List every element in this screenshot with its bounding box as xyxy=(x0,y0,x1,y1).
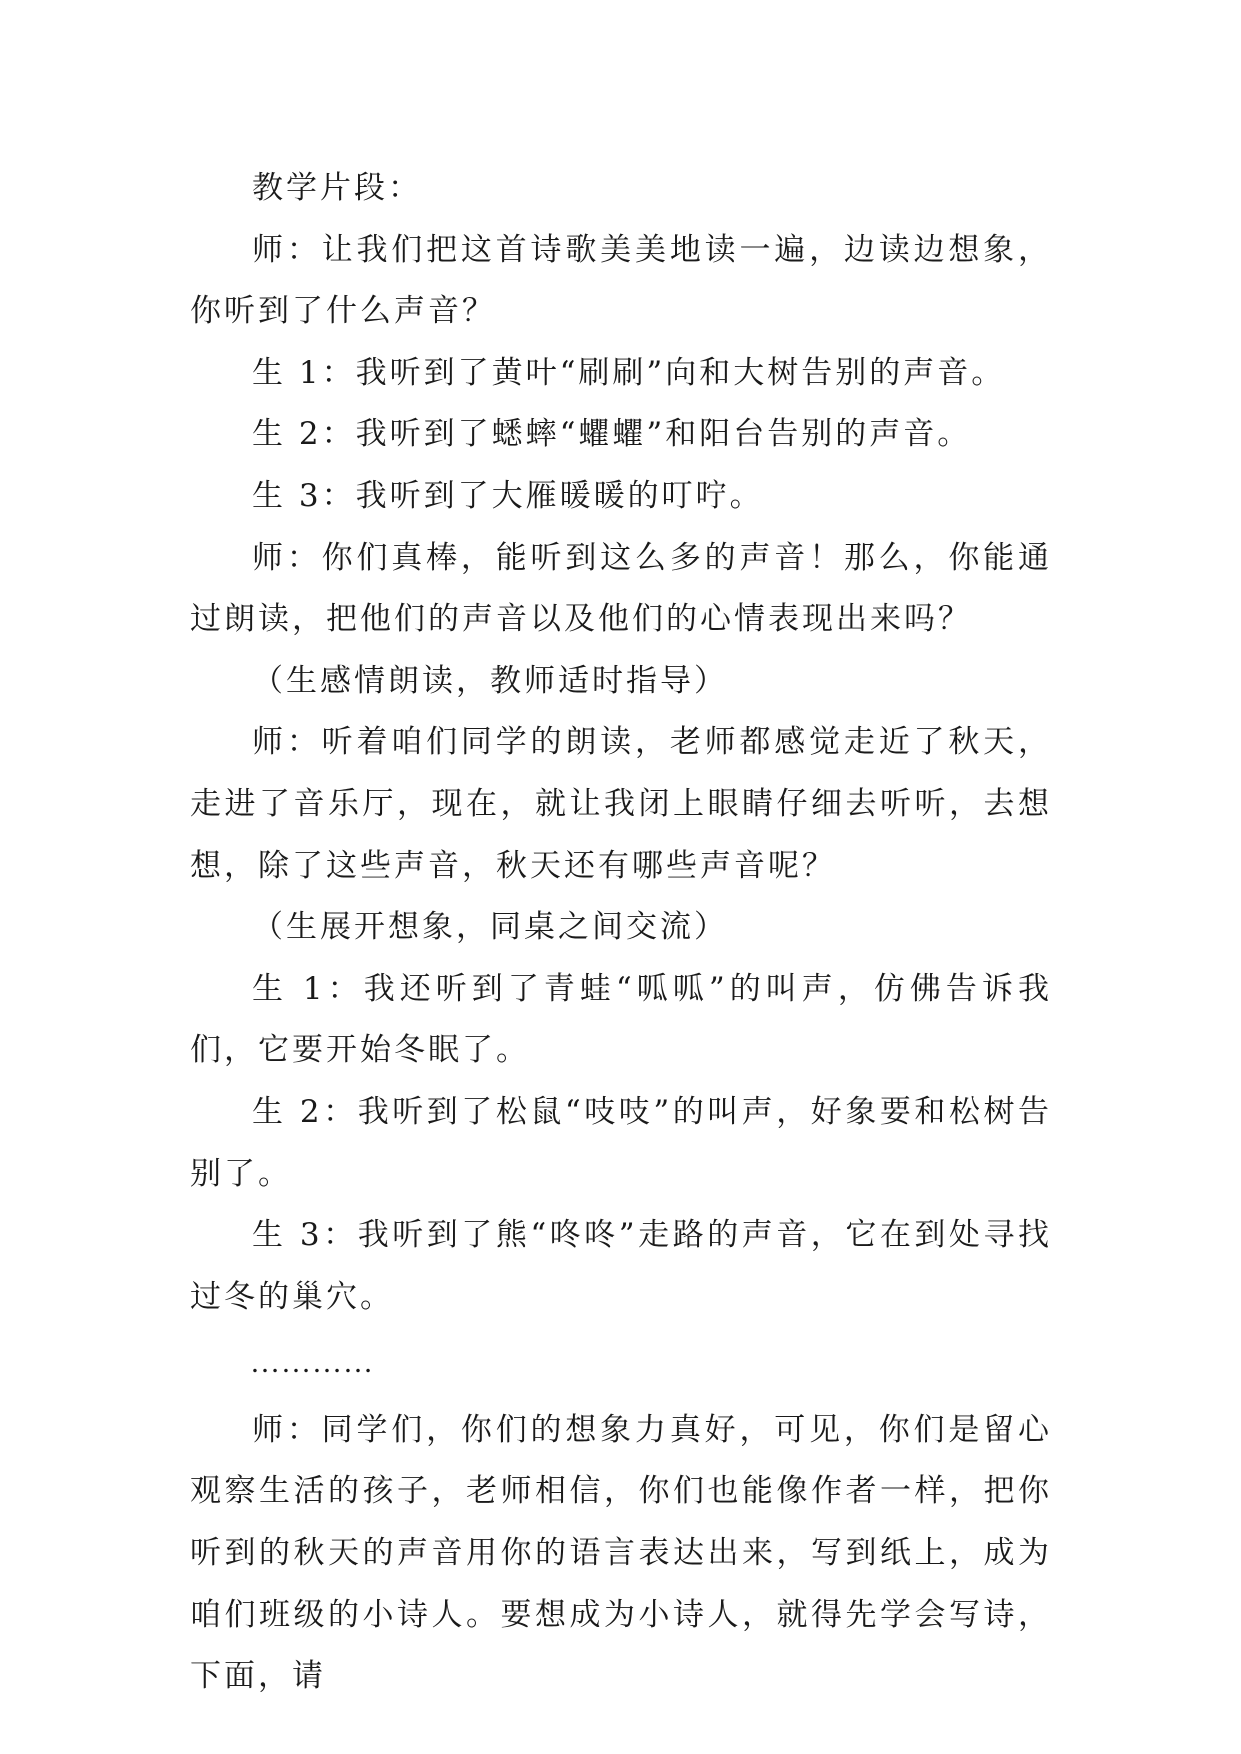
student-line: 生 1：我还听到了青蛙“呱呱”的叫声，仿佛告诉我们，它要开始冬眠了。 xyxy=(190,970,1052,1069)
student-line: 生 2：我听到了松鼠“吱吱”的叫声，好象要和松树告别了。 xyxy=(190,1093,1052,1192)
student-line: 生 3：我听到了大雁暖暖的叮咛。 xyxy=(252,477,764,514)
teacher-line: 师：听着咱们同学的朗读，老师都感觉走近了秋天，走进了音乐厅，现在，就让我闭上眼睛仔细去听听，去想想，除了这些声音，秋天还有哪些声音呢？ xyxy=(190,724,1052,884)
teacher-line: 师：你们真棒，能听到这么多的声音！那么，你能通过朗读，把他们的声音以及他们的心情表现出来吗？ xyxy=(190,539,1052,638)
student-line: 生 1：我听到了黄叶“刷刷”向和大树告别的声音。 xyxy=(252,354,1006,391)
teacher-line: 师：让我们把这首诗歌美美地读一遍，边读边想象，你听到了什么声音？ xyxy=(190,231,1052,330)
ellipsis-break: ………… xyxy=(250,1346,374,1380)
stage-direction: （生展开想象，同桌之间交流） xyxy=(252,909,728,946)
teacher-line: 师：同学们，你们的想象力真好，可见，你们是留心观察生活的孩子，老师相信，你们也能像作者一样，把你听到的秋天的声音用你的语言表达出来，写到纸上，成为咱们班级的小诗人。要想成为小诗人，就得先学会写诗，下面，请 xyxy=(190,1411,1052,1695)
student-line: 生 2：我听到了蟋蟀“蠷蠷”和阳台告别的声音。 xyxy=(252,416,972,453)
document-page xyxy=(190,158,1052,1708)
student-line: 生 3：我听到了熊“咚咚”走路的声音，它在到处寻找过冬的巢穴。 xyxy=(190,1217,1052,1315)
stage-direction: （生感情朗读，教师适时指导） xyxy=(252,662,728,699)
section-heading: 教学片段： xyxy=(252,170,422,206)
